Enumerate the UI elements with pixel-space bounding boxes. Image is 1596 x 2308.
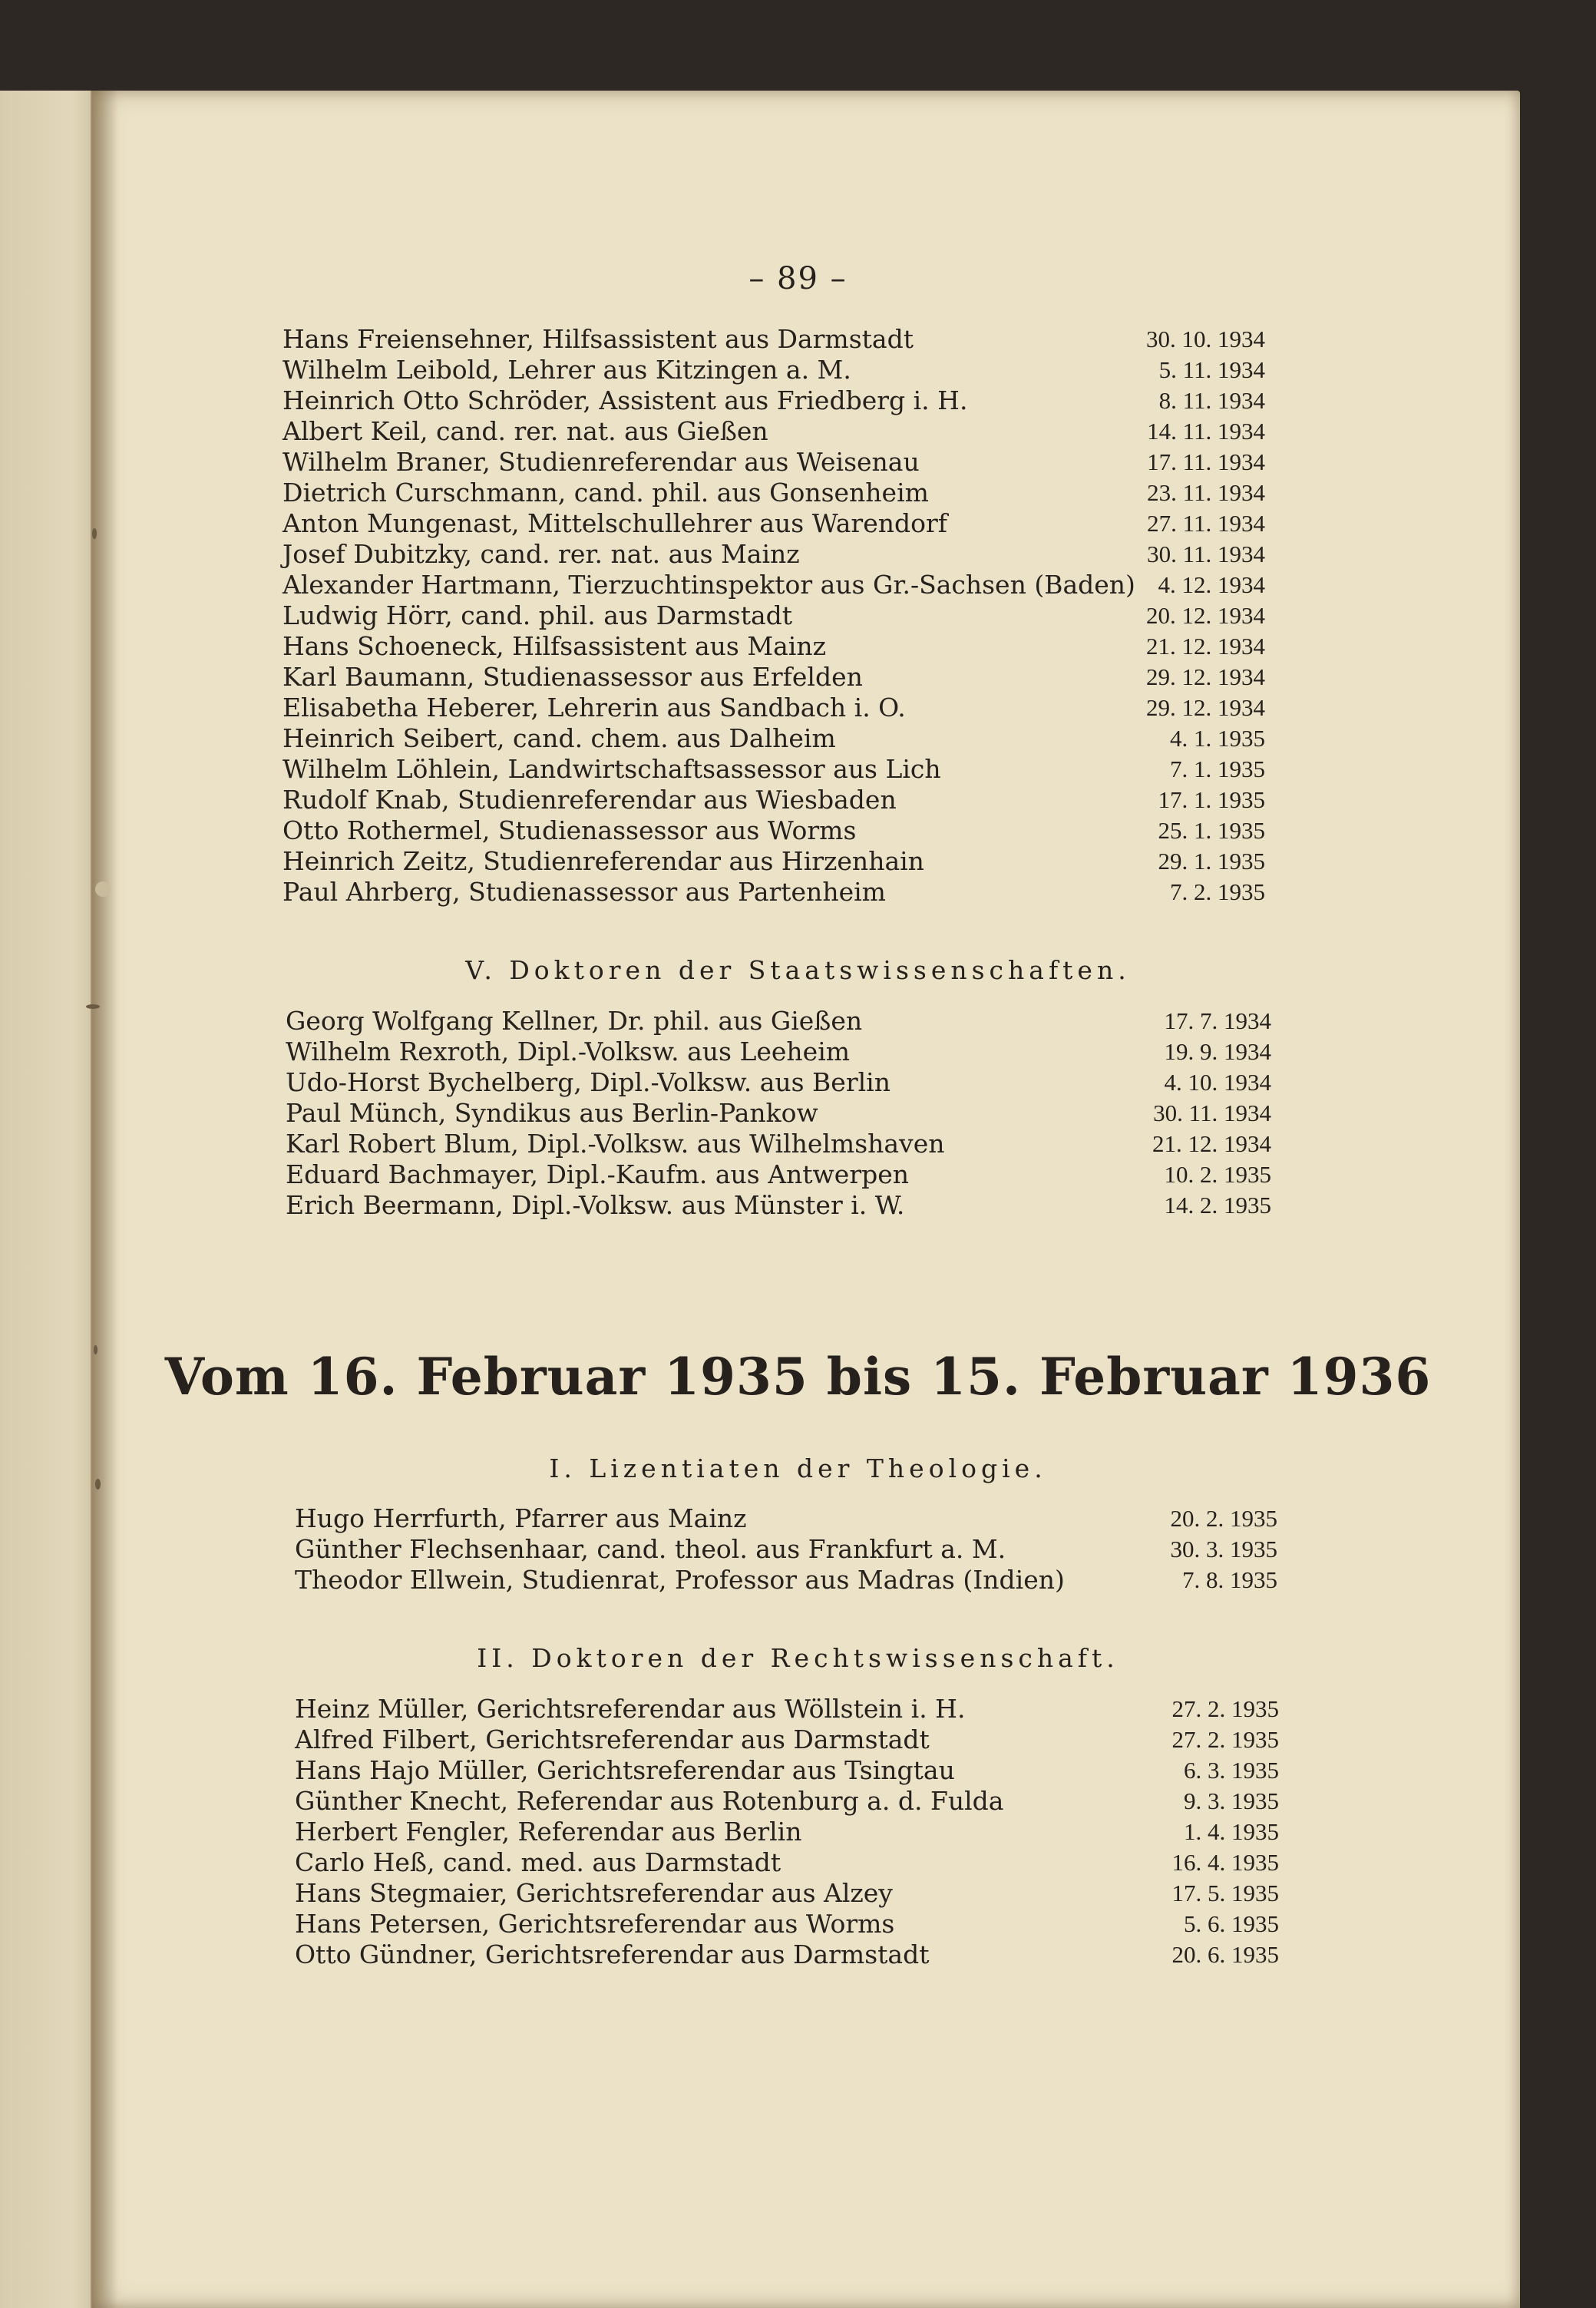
entry-name: Udo-Horst Bychelberg, Dipl.-Volksw. aus Berlin	[286, 1067, 891, 1097]
list-item	[286, 1159, 1271, 1190]
entry-name: Alexander Hartmann, Tierzuchtinspektor aus Gr.-Sachsen (Baden)	[283, 570, 1135, 600]
list-item	[295, 1878, 1279, 1909]
list-item	[283, 631, 1265, 662]
entry-date: 14. 11. 1934	[1147, 418, 1265, 445]
entry-name: Paul Ahrberg, Studienassessor aus Partenheim	[283, 877, 886, 907]
entry-name: Otto Gündner, Gerichtsreferendar aus Darmstadt	[295, 1939, 930, 1969]
entry-name: Wilhelm Braner, Studienreferendar aus Weisenau	[283, 447, 920, 477]
entry-name: Heinrich Seibert, cand. chem. aus Dalheim	[283, 723, 836, 753]
entry-name: Dietrich Curschmann, cand. phil. aus Gonsenheim	[283, 478, 929, 508]
entry-name: Hans Hajo Müller, Gerichtsreferendar aus Tsingtau	[295, 1755, 955, 1785]
list-item	[283, 815, 1265, 846]
entry-date: 16. 4. 1935	[1171, 1849, 1279, 1876]
list-item	[283, 877, 1265, 908]
list-item	[283, 723, 1265, 754]
entry-name: Hugo Herrfurth, Pfarrer aus Mainz	[295, 1503, 747, 1533]
entry-name: Ludwig Hörr, cand. phil. aus Darmstadt	[283, 600, 793, 630]
entry-name: Albert Keil, cand. rer. nat. aus Gießen	[283, 416, 768, 446]
list-item	[295, 1724, 1279, 1755]
entry-name: Hans Schoeneck, Hilfsassistent aus Mainz	[283, 631, 826, 661]
entry-date: 7. 2. 1935	[1170, 878, 1265, 905]
entry-name: Günther Flechsenhaar, cand. theol. aus Frankfurt a. M.	[295, 1534, 1006, 1564]
list-item	[283, 785, 1265, 815]
entry-name: Josef Dubitzky, cand. rer. nat. aus Mainz	[283, 539, 800, 569]
entry-date: 4. 12. 1934	[1158, 571, 1265, 598]
entry-name: Alfred Filbert, Gerichtsreferendar aus Darmstadt	[295, 1724, 930, 1754]
list-item	[283, 754, 1265, 785]
list-item	[283, 662, 1265, 693]
entry-name: Hans Freiensehner, Hilfsassistent aus Darmstadt	[283, 324, 914, 354]
entry-date: 20. 12. 1934	[1146, 602, 1265, 629]
entry-name: Karl Robert Blum, Dipl.-Volksw. aus Wilhelmshaven	[286, 1129, 945, 1159]
margin-mark	[92, 528, 97, 539]
entry-date: 7. 1. 1935	[1170, 756, 1265, 782]
entry-date: 20. 2. 1935	[1170, 1505, 1277, 1532]
entry-date: 30. 10. 1934	[1146, 326, 1265, 352]
entry-date: 27. 11. 1934	[1147, 510, 1265, 537]
list-item	[295, 1565, 1277, 1595]
entry-name: Erich Beermann, Dipl.-Volksw. aus Münster i. W.	[286, 1190, 905, 1220]
list-item	[295, 1694, 1279, 1724]
entry-name: Anton Mungenast, Mittelschullehrer aus Warendorf	[283, 508, 947, 538]
list-item	[283, 508, 1265, 539]
entry-name: Heinz Müller, Gerichtsreferendar aus Wöllstein i. H.	[295, 1694, 966, 1724]
list-item	[295, 1847, 1279, 1878]
entry-name: Rudolf Knab, Studienreferendar aus Wiesbaden	[283, 785, 897, 815]
entry-date: 10. 2. 1935	[1164, 1161, 1271, 1188]
list-item	[295, 1786, 1279, 1817]
list-item	[283, 539, 1265, 570]
entry-date: 30. 11. 1934	[1153, 1099, 1271, 1126]
page-gutter-shadow	[91, 91, 118, 2308]
entry-name: Otto Rothermel, Studienassessor aus Worms	[283, 815, 857, 845]
entry-name: Georg Wolfgang Kellner, Dr. phil. aus Gießen	[286, 1006, 863, 1036]
entry-date: 4. 10. 1934	[1164, 1069, 1271, 1096]
entry-date: 23. 11. 1934	[1147, 479, 1265, 506]
entry-name: Wilhelm Rexroth, Dipl.-Volksw. aus Leeheim	[286, 1037, 851, 1066]
entry-name: Heinrich Otto Schröder, Assistent aus Friedberg i. H.	[283, 385, 968, 415]
list-item	[283, 416, 1265, 447]
entry-date: 30. 11. 1934	[1147, 541, 1265, 567]
list-item	[283, 693, 1265, 723]
entry-name: Herbert Fengler, Referendar aus Berlin	[295, 1817, 802, 1847]
entry-date: 17. 11. 1934	[1147, 448, 1265, 475]
entry-name: Wilhelm Löhlein, Landwirtschaftsassessor aus Lich	[283, 754, 941, 784]
entry-name: Paul Münch, Syndikus aus Berlin-Pankow	[286, 1098, 818, 1128]
entry-date: 14. 2. 1935	[1164, 1192, 1271, 1218]
entry-date: 29. 1. 1935	[1158, 848, 1265, 875]
main-heading: Vom 16. Februar 1935 bis 15. Februar 1936	[164, 1347, 1432, 1407]
entry-name: Wilhelm Leibold, Lehrer aus Kitzingen a. M.	[283, 355, 851, 385]
entry-date: 21. 12. 1934	[1146, 633, 1265, 660]
entry-date: 5. 6. 1935	[1184, 1910, 1279, 1937]
list-item	[286, 1098, 1271, 1129]
entry-date: 8. 11. 1934	[1158, 387, 1265, 414]
entry-name: Carlo Heß, cand. med. aus Darmstadt	[295, 1847, 781, 1877]
entry-name: Hans Stegmaier, Gerichtsreferendar aus Alzey	[295, 1878, 893, 1908]
entry-date: 4. 1. 1935	[1170, 725, 1265, 752]
entry-date: 6. 3. 1935	[1184, 1757, 1279, 1784]
entry-name: Günther Knecht, Referendar aus Rotenburg a. d. Fulda	[295, 1786, 1004, 1816]
list-item	[286, 1037, 1271, 1067]
entry-date: 19. 9. 1934	[1164, 1038, 1271, 1065]
list-item	[283, 600, 1265, 631]
list-item	[286, 1129, 1271, 1159]
entry-date: 7. 8. 1935	[1182, 1566, 1277, 1593]
entry-date: 27. 2. 1935	[1171, 1726, 1279, 1753]
margin-mark	[95, 881, 111, 897]
list-item	[295, 1503, 1277, 1534]
list-item	[283, 447, 1265, 478]
page-number: – 89 –	[748, 261, 848, 296]
entry-date: 29. 12. 1934	[1146, 694, 1265, 721]
entry-date: 27. 2. 1935	[1171, 1695, 1279, 1722]
list-item	[286, 1190, 1271, 1221]
section-heading-ii: II. Doktoren der Rechtswissenschaft.	[477, 1643, 1119, 1673]
entry-date: 17. 5. 1935	[1171, 1880, 1279, 1906]
entry-date: 20. 6. 1935	[1171, 1941, 1279, 1968]
list-item	[283, 570, 1265, 600]
list-item	[286, 1006, 1271, 1037]
entry-name: Heinrich Zeitz, Studienreferendar aus Hirzenhain	[283, 846, 924, 876]
list-item	[283, 385, 1265, 416]
entry-date: 21. 12. 1934	[1152, 1130, 1271, 1157]
section-heading-v: V. Doktoren der Staatswissenschaften.	[465, 955, 1131, 985]
list-item	[283, 355, 1265, 385]
entry-date: 9. 3. 1935	[1184, 1787, 1279, 1814]
list-item	[295, 1939, 1279, 1970]
entry-date: 25. 1. 1935	[1158, 817, 1265, 844]
list-item	[295, 1534, 1277, 1565]
entry-name: Hans Petersen, Gerichtsreferendar aus Worms	[295, 1909, 895, 1939]
list-item	[295, 1755, 1279, 1786]
entry-name: Theodor Ellwein, Studienrat, Professor aus Madras (Indien)	[295, 1565, 1065, 1595]
list-item	[295, 1817, 1279, 1847]
margin-mark	[86, 1004, 100, 1009]
entry-date: 1. 4. 1935	[1184, 1818, 1279, 1845]
entry-date: 29. 12. 1934	[1146, 663, 1265, 690]
list-item	[283, 324, 1265, 355]
list-item	[283, 846, 1265, 877]
entry-date: 5. 11. 1934	[1158, 356, 1265, 383]
entry-name: Karl Baumann, Studienassessor aus Erfelden	[283, 662, 863, 692]
list-item	[283, 478, 1265, 508]
left-page-edge	[0, 91, 104, 2308]
entry-name: Eduard Bachmayer, Dipl.-Kaufm. aus Antwerpen	[286, 1159, 910, 1189]
entry-date: 17. 1. 1935	[1158, 786, 1265, 813]
list-item	[286, 1067, 1271, 1098]
entry-name: Elisabetha Heberer, Lehrerin aus Sandbach i. O.	[283, 693, 906, 722]
entry-date: 17. 7. 1934	[1164, 1007, 1271, 1034]
entry-date: 30. 3. 1935	[1170, 1536, 1277, 1562]
list-item	[295, 1909, 1279, 1939]
section-heading-i: I. Lizentiaten der Theologie.	[549, 1453, 1047, 1483]
